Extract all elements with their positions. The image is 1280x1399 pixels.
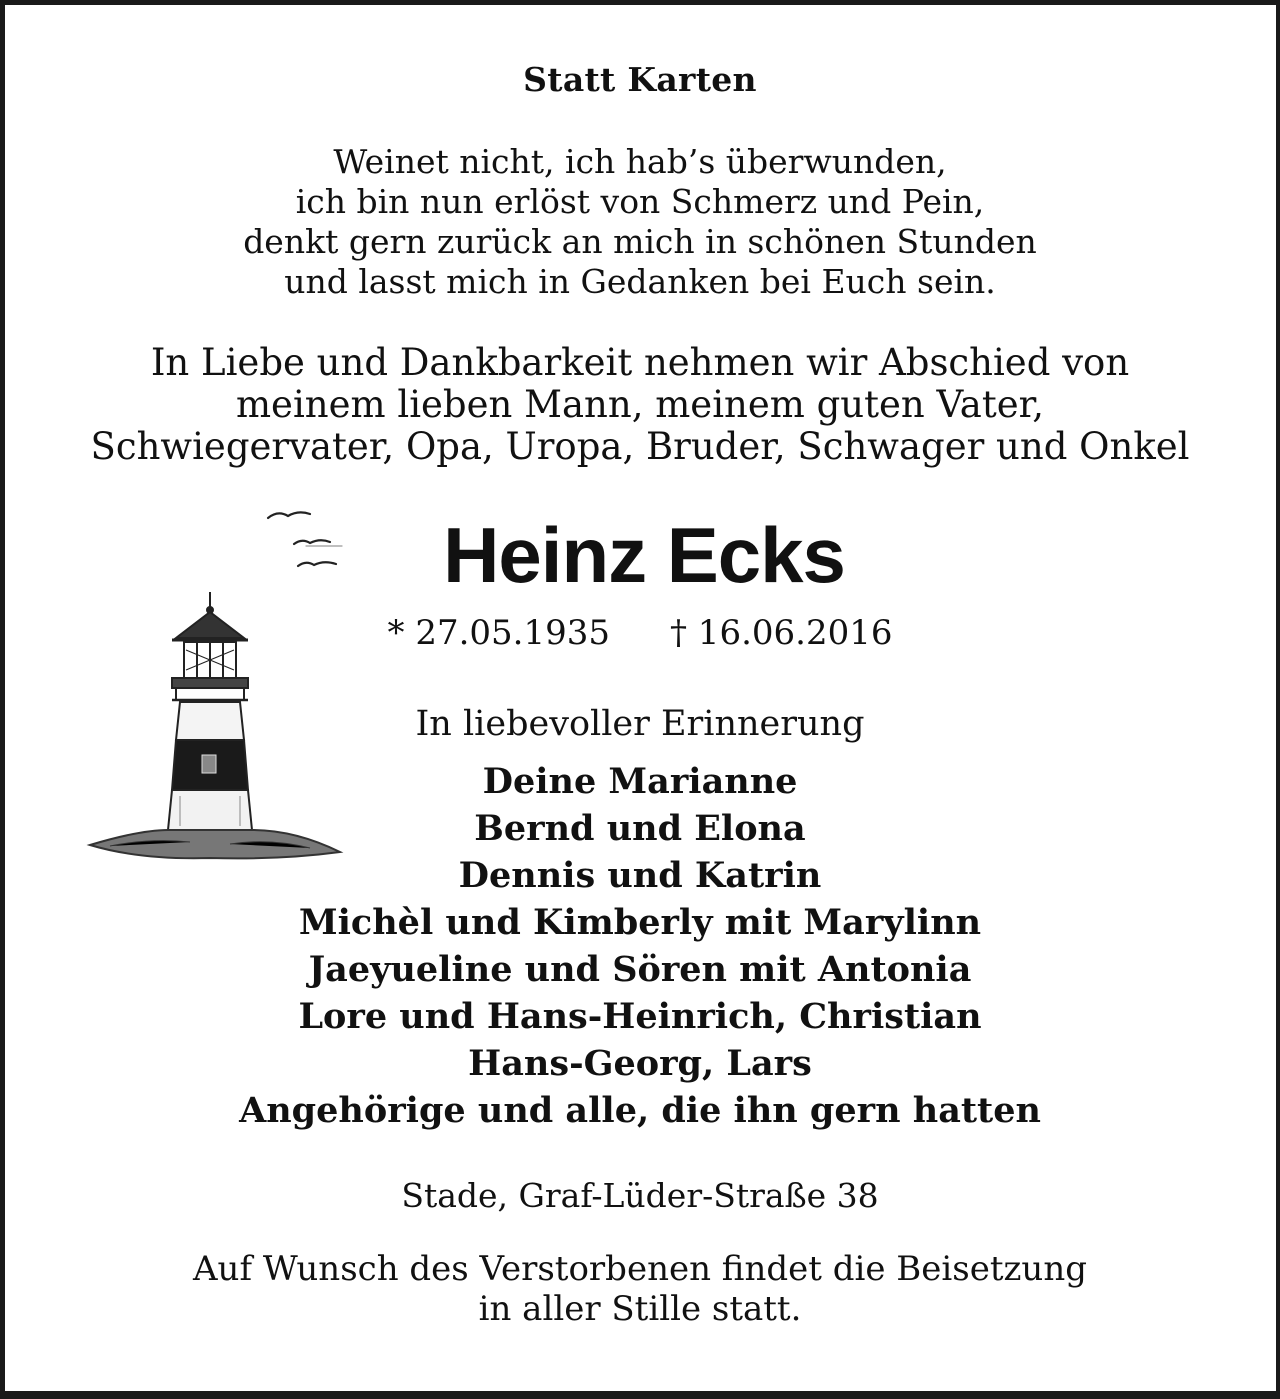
poem-line: Weinet nicht, ich hab’s überwunden, <box>333 142 947 181</box>
mourner-line: Lore und Hans-Heinrich, Christian <box>298 996 982 1037</box>
mourner-line: Jaeyueline und Sören mit Antonia <box>308 949 972 990</box>
life-dates <box>0 613 1280 653</box>
deceased-name: Heinz Ecks <box>443 511 845 599</box>
mourner-line: Deine Marianne <box>482 761 798 802</box>
farewell-intro <box>0 342 1280 468</box>
intro-line: meinem lieben Mann, meinem guten Vater, <box>235 383 1045 426</box>
poem-line: denkt gern zurück an mich in schönen Stunden <box>243 222 1037 261</box>
poem <box>0 142 1280 302</box>
burial-line: in aller Stille statt. <box>478 1289 802 1329</box>
address: Stade, Graf-Lüder-Straße 38 <box>401 1176 879 1215</box>
death-date: † 16.06.2016 <box>670 613 893 653</box>
mourner-line: Hans-Georg, Lars <box>468 1043 812 1084</box>
mourners-list <box>0 758 1280 1134</box>
remembrance-line: In liebevoller Erinnerung <box>415 704 865 744</box>
mourner-line: Bernd und Elona <box>474 808 806 849</box>
mourner-line: Angehörige und alle, die ihn gern hatten <box>239 1090 1041 1131</box>
intro-line: In Liebe und Dankbarkeit nehmen wir Abschied von <box>150 341 1130 384</box>
poem-line: ich bin nun erlöst von Schmerz und Pein, <box>295 182 985 221</box>
poem-line: und lasst mich in Gedanken bei Euch sein. <box>284 262 996 301</box>
mourner-line: Michèl und Kimberly mit Marylinn <box>298 902 982 943</box>
notice-heading: Statt Karten <box>523 60 757 99</box>
intro-line: Schwiegervater, Opa, Uropa, Bruder, Schwager und Onkel <box>90 425 1190 468</box>
burial-note <box>0 1249 1280 1329</box>
mourner-line: Dennis und Katrin <box>458 855 822 896</box>
burial-line: Auf Wunsch des Verstorbenen findet die Beisetzung <box>193 1249 1087 1289</box>
birth-date: * 27.05.1935 <box>387 613 610 653</box>
